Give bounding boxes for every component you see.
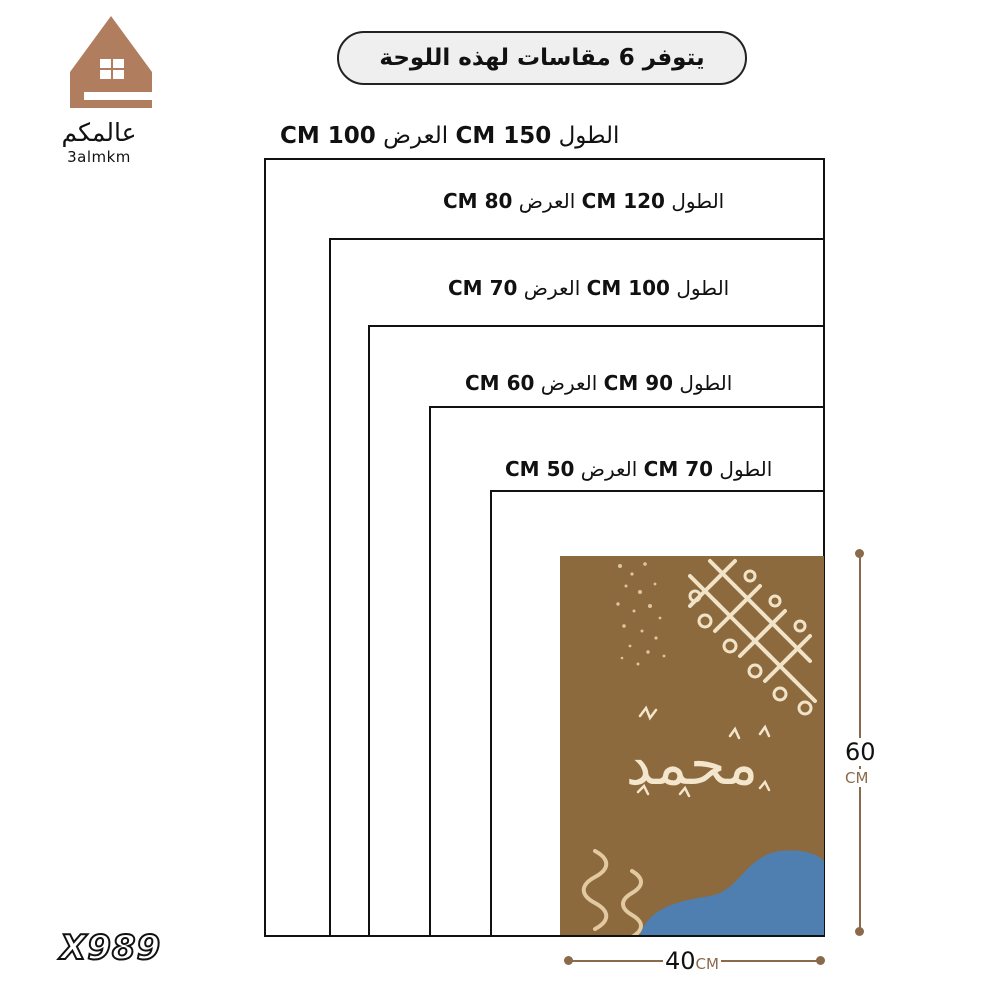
sizes-available-banner (337, 31, 747, 85)
calligraphy-text: محمد (625, 730, 759, 798)
dimension-dot (564, 956, 573, 965)
size-label-150x100: الطول 150 CM العرض 100 CM (280, 123, 620, 149)
height-value: 60 (845, 738, 876, 766)
brand-name-latin: 3almkm (67, 148, 131, 166)
height-unit: CM (845, 769, 869, 787)
banner-text: يتوفر 6 مقاسات لهذه اللوحة (379, 45, 705, 71)
size-label-100x70: الطول 100 CM العرض 70 CM (448, 276, 730, 300)
dimension-dot (855, 927, 864, 936)
size-label-70x50: الطول 70 CM العرض 50 CM (505, 457, 773, 481)
dimension-dot (816, 956, 825, 965)
artwork-preview (560, 556, 824, 935)
size-label-90x60: الطول 90 CM العرض 60 CM (465, 371, 733, 395)
product-code: X989 (60, 928, 162, 968)
width-unit: CM (695, 955, 719, 973)
size-label-120x80: الطول 120 CM العرض 80 CM (443, 189, 725, 213)
dimension-dot (855, 549, 864, 558)
artwork-decoration (560, 556, 824, 935)
width-label (663, 947, 721, 975)
width-value: 40 (665, 947, 696, 975)
brand-name-arabic: عالمكم (61, 118, 137, 147)
